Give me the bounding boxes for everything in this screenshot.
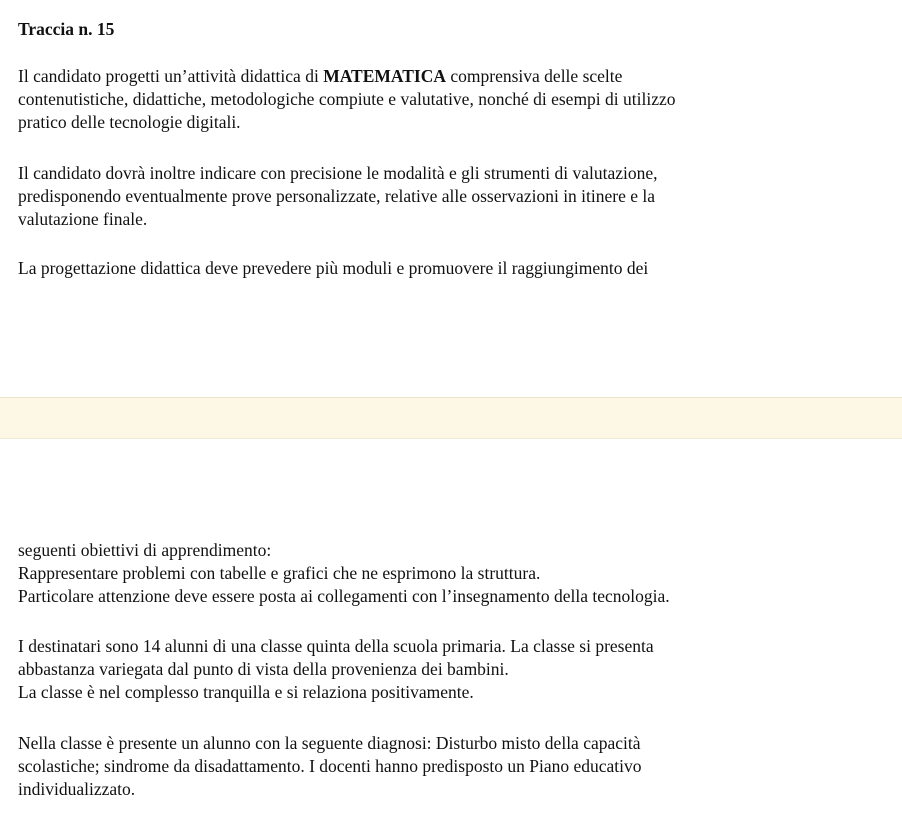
paragraph-line: Il candidato dovrà inoltre indicare con precisione le modalità e gli strumenti di valutazione, bbox=[18, 163, 658, 183]
paragraph-line: individualizzato. bbox=[18, 779, 136, 799]
paragraph-line: seguenti obiettivi di apprendimento: bbox=[18, 540, 272, 560]
paragraph-line: predisponendo eventualmente prove personalizzate, relative alle osservazioni in itinere e la bbox=[18, 186, 656, 206]
text-run: Il candidato progetti un’attività didattica di bbox=[18, 66, 324, 86]
paragraph-line: Rappresentare problemi con tabelle e grafici che ne esprimono la struttura. bbox=[18, 563, 541, 583]
paragraph-recipients bbox=[18, 635, 878, 704]
paragraph-line: La progettazione didattica deve prevedere più moduli e promuovere il raggiungimento dei bbox=[18, 258, 649, 278]
text-run: comprensiva delle scelte bbox=[446, 66, 623, 86]
paragraph-line: abbastanza variegata dal punto di vista della provenienza dei bambini. bbox=[18, 659, 509, 679]
subject-bold: MATEMATICA bbox=[323, 66, 447, 86]
document-title: Traccia n. 15 bbox=[18, 19, 115, 39]
page-break-separator bbox=[0, 397, 902, 439]
paragraph-line: I destinatari sono 14 alunni di una classe quinta della scuola primaria. La classe si presenta bbox=[18, 636, 654, 656]
paragraph-objectives bbox=[18, 539, 878, 608]
paragraph-line: La classe è nel complesso tranquilla e si relaziona positivamente. bbox=[18, 682, 474, 702]
paragraph-line: contenutistiche, didattiche, metodologiche compiute e valutative, nonché di esempi di utilizzo bbox=[18, 89, 676, 109]
paragraph-planning bbox=[18, 257, 878, 280]
paragraph-diagnosis bbox=[18, 732, 878, 801]
paragraph-line: scolastiche; sindrome da disadattamento. I docenti hanno predisposto un Piano educativo bbox=[18, 756, 642, 776]
paragraph-line: Nella classe è presente un alunno con la seguente diagnosi: Disturbo misto della capacità bbox=[18, 733, 641, 753]
paragraph-line bbox=[18, 65, 878, 88]
paragraph-line: pratico delle tecnologie digitali. bbox=[18, 112, 241, 132]
paragraph-assignment bbox=[18, 65, 878, 134]
paragraph-line: valutazione finale. bbox=[18, 209, 148, 229]
paragraph-line: Particolare attenzione deve essere posta ai collegamenti con l’insegnamento della tecnologia. bbox=[18, 586, 670, 606]
paragraph-evaluation bbox=[18, 162, 878, 231]
